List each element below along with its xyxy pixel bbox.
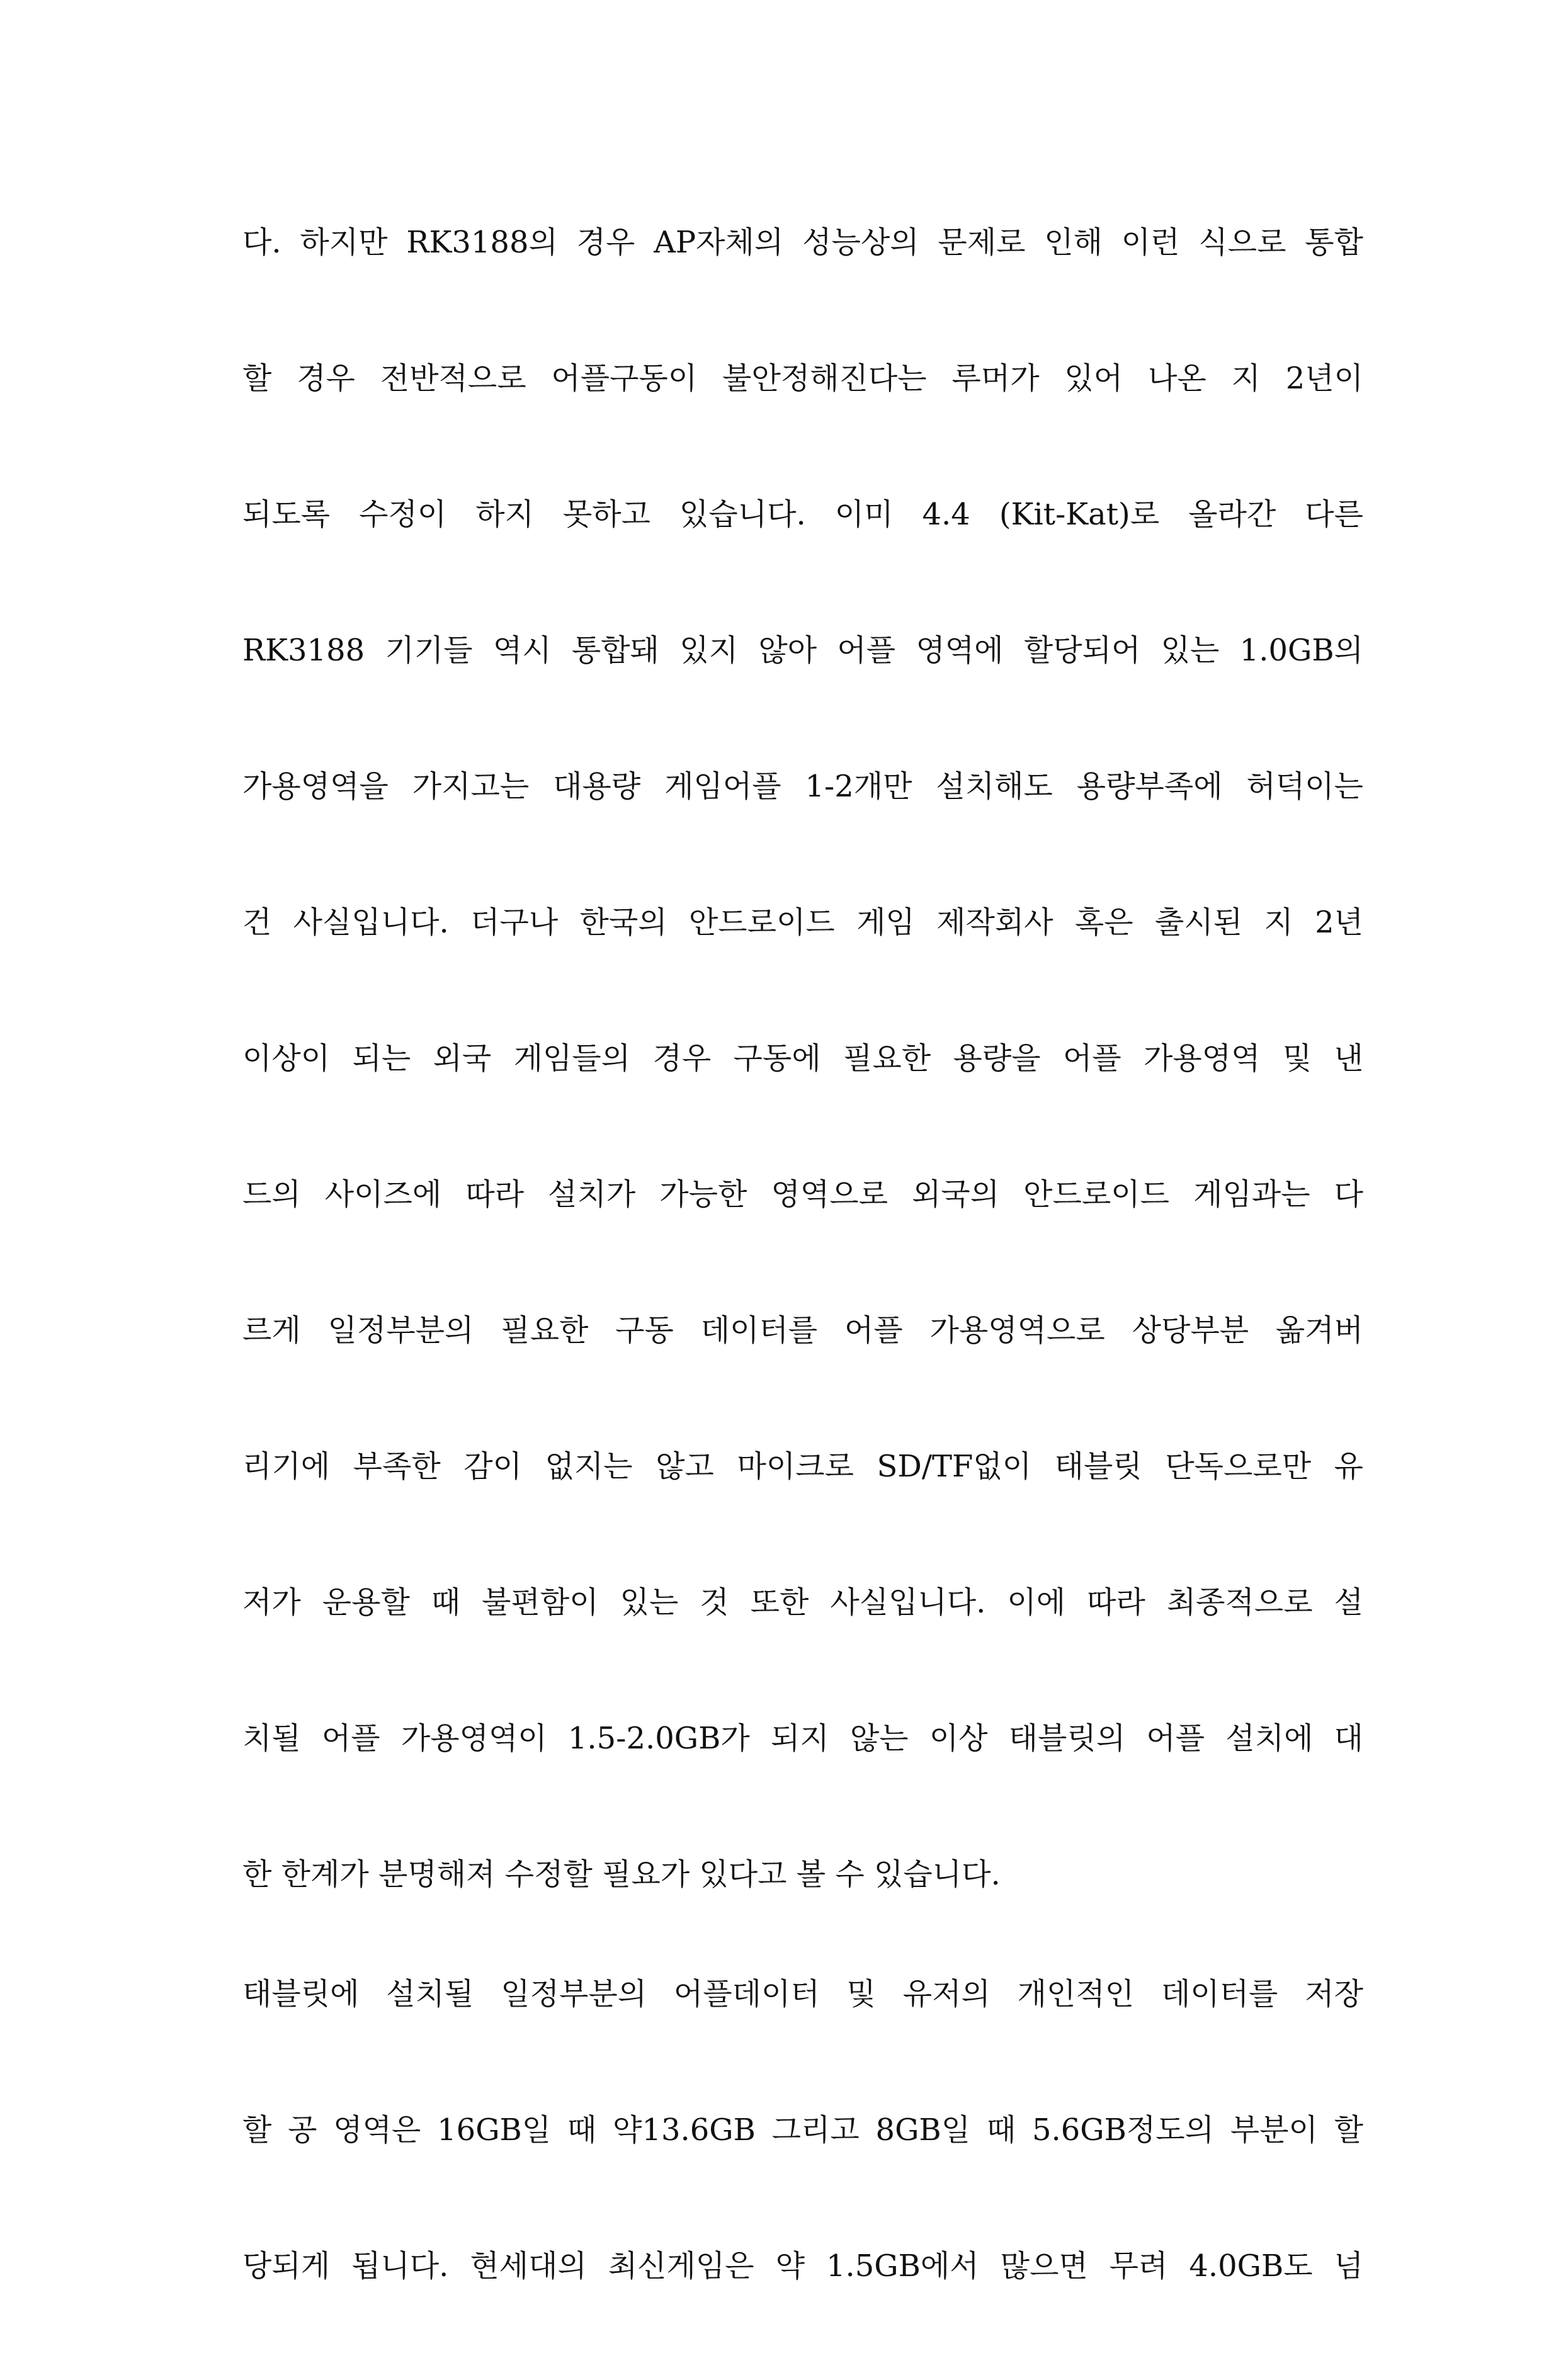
text-line: 할 경우 전반적으로 어플구동이 불안정해진다는 루머가 있어 나온 지 2년이 xyxy=(242,361,1363,396)
text-line: 저가 운용할 때 불편함이 있는 것 또한 사실입니다. 이에 따라 최종적으로 설 xyxy=(242,1585,1363,1620)
text-line: 르게 일정부분의 필요한 구동 데이터를 어플 가용영역으로 상당부분 옮겨버 xyxy=(242,1313,1363,1348)
text-line: 다. 하지만 RK3188의 경우 AP자체의 성능상의 문제로 인해 이런 식으로 통합 xyxy=(242,225,1363,260)
text-line: 할 공 영역은 16GB일 때 약13.6GB 그리고 8GB일 때 5.6GB정도의 부분이 할 xyxy=(242,2112,1363,2148)
text-line: 가용영역을 가지고는 대용량 게임어플 1-2개만 설치해도 용량부족에 허덕이는 xyxy=(242,769,1363,804)
text-line: 건 사실입니다. 더구나 한국의 안드로이드 게임 제작회사 혹은 출시된 지 2년 xyxy=(242,905,1363,940)
text-line: 이상이 되는 외국 게임들의 경우 구동에 필요한 용량을 어플 가용영역 및 낸 xyxy=(242,1041,1363,1076)
text-line: 태블릿에 설치될 일정부분의 어플데이터 및 유저의 개인적인 데이터를 저장 xyxy=(242,1976,1363,2012)
text-line: 치될 어플 가용영역이 1.5-2.0GB가 되지 않는 이상 태블릿의 어플 설치에 대 xyxy=(242,1721,1363,1756)
text-line: RK3188 기기들 역시 통합돼 있지 않아 어플 영역에 할당되어 있는 1.0GB의 xyxy=(242,633,1363,668)
text-line: 되도록 수정이 하지 못하고 있습니다. 이미 4.4 (Kit-Kat)로 올라간 다른 xyxy=(242,497,1363,532)
text-line: 한 한계가 분명해져 수정할 필요가 있다고 볼 수 있습니다. xyxy=(242,1857,1001,1892)
body-text xyxy=(242,220,1363,2380)
text-line: 드의 사이즈에 따라 설치가 가능한 영역으로 외국의 안드로이드 게임과는 다 xyxy=(242,1177,1363,1212)
text-line: 리기에 부족한 감이 없지는 않고 마이크로 SD/TF없이 태블릿 단독으로만 유 xyxy=(242,1449,1363,1484)
text-line: 당되게 됩니다. 현세대의 최신게임은 약 1.5GB에서 많으면 무려 4.0GB도 넘 xyxy=(242,2248,1363,2284)
